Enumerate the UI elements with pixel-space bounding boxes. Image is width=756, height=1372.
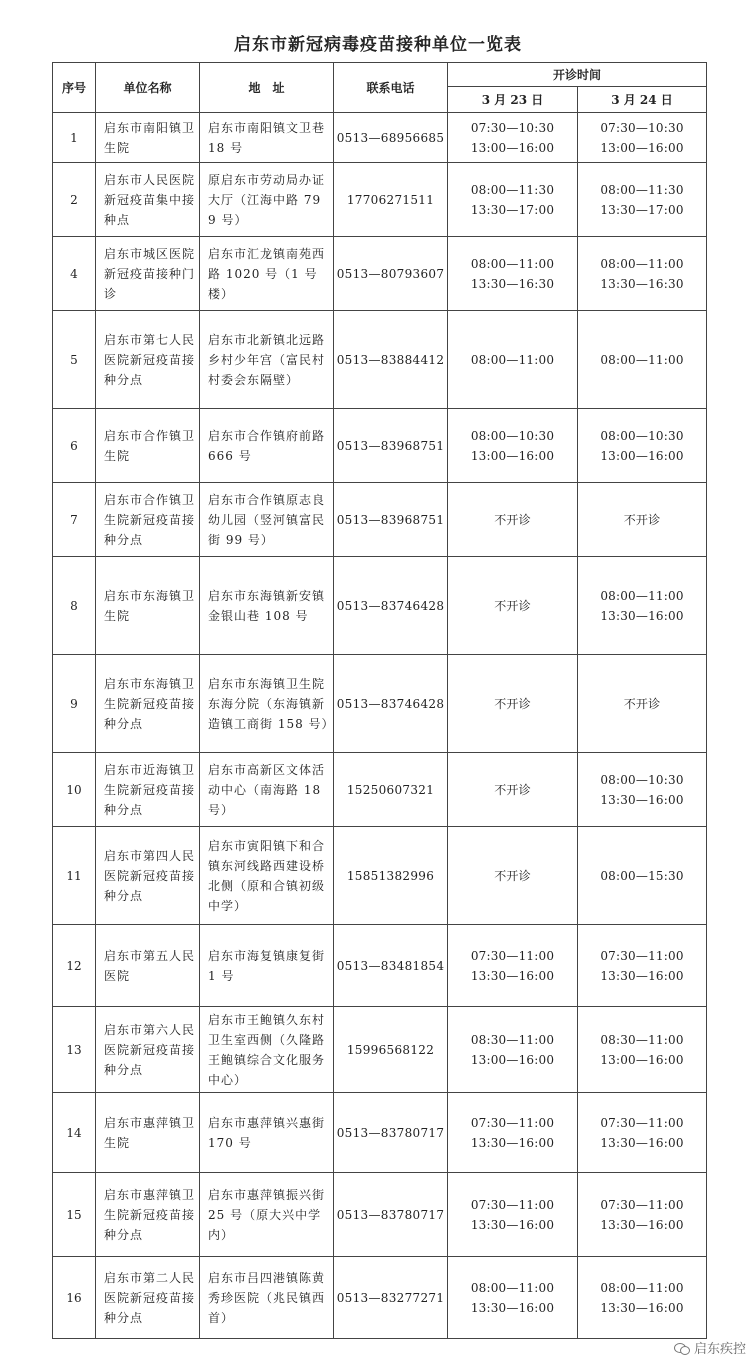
cell-day1: [448, 753, 578, 827]
cell-day2: [578, 409, 707, 483]
time-slot: 08:00—10:30: [600, 428, 684, 443]
time-slot: 不开诊: [494, 598, 531, 613]
table-row: [53, 1007, 707, 1093]
time-slot: 08:00—11:30: [600, 182, 684, 197]
time-slot: 07:30—11:00: [600, 1115, 684, 1130]
time-slot: 13:30—16:00: [470, 1217, 555, 1232]
header-hours: 开诊时间: [448, 63, 707, 87]
cell-unit: 启东市第六人民医院新冠疫苗接种分点: [96, 1007, 200, 1093]
cell-phone: 15250607321: [334, 753, 448, 827]
time-slot: 不开诊: [494, 512, 531, 527]
cell-seq: 7: [53, 483, 96, 557]
cell-seq: 14: [53, 1093, 96, 1173]
table-row: [53, 925, 707, 1007]
header-address: 地 址: [200, 63, 334, 113]
cell-day2: [578, 237, 707, 311]
cell-day2: [578, 1173, 707, 1257]
time-slot: 07:30—10:30: [470, 120, 555, 135]
cell-day2: [578, 163, 707, 237]
time-slot: 08:00—11:30: [470, 182, 555, 197]
cell-seq: 6: [53, 409, 96, 483]
table-row: [53, 753, 707, 827]
cell-day1: [448, 483, 578, 557]
time-slot: 不开诊: [494, 782, 531, 797]
time-slot: 13:30—16:30: [600, 276, 684, 291]
cell-day2: [578, 655, 707, 753]
cell-address: 启东市南阳镇文卫巷 18 号: [200, 113, 334, 163]
time-slot: 13:00—16:00: [470, 140, 555, 155]
cell-seq: 13: [53, 1007, 96, 1093]
time-slot: 13:30—16:00: [470, 1300, 555, 1315]
cell-address: 启东市东海镇卫生院东海分院（东海镇新造镇工商街 158 号）: [200, 655, 334, 753]
cell-address: 启东市惠萍镇振兴街 25 号（原大兴中学内）: [200, 1173, 334, 1257]
cell-day1: [448, 1173, 578, 1257]
time-slot: 13:30—17:00: [470, 202, 555, 217]
cell-seq: 15: [53, 1173, 96, 1257]
cell-unit: 启东市近海镇卫生院新冠疫苗接种分点: [96, 753, 200, 827]
cell-seq: 10: [53, 753, 96, 827]
cell-phone: 0513—83746428: [334, 557, 448, 655]
time-slot: 13:00—16:00: [600, 448, 684, 463]
table-row: [53, 655, 707, 753]
table-row: [53, 163, 707, 237]
table-row: [53, 827, 707, 925]
cell-address: 启东市北新镇北远路乡村少年宫（富民村村委会东隔壁）: [200, 311, 334, 409]
cell-address: 启东市合作镇府前路 666 号: [200, 409, 334, 483]
page-title: 启东市新冠病毒疫苗接种单位一览表: [234, 35, 522, 55]
watermark: [674, 1338, 746, 1357]
table-body: [53, 113, 707, 1339]
time-slot: 13:30—16:00: [600, 1135, 684, 1150]
cell-seq: 8: [53, 557, 96, 655]
time-slot: 07:30—11:00: [600, 1197, 684, 1212]
time-slot: 08:00—15:30: [600, 868, 684, 883]
wechat-icon: [674, 1342, 690, 1354]
watermark-text: 启东疾控: [693, 1342, 746, 1357]
table-row: [53, 113, 707, 163]
time-slot: 08:00—11:00: [600, 1280, 684, 1295]
time-slot: 13:00—16:00: [470, 1052, 555, 1067]
cell-address: 启东市海复镇康复街 1 号: [200, 925, 334, 1007]
cell-phone: 0513—83277271: [334, 1257, 448, 1339]
cell-address: 启东市东海镇新安镇金银山巷 108 号: [200, 557, 334, 655]
cell-day2: [578, 1007, 707, 1093]
vaccination-sites-table: [52, 62, 707, 1339]
time-slot: 13:30—16:00: [600, 1300, 684, 1315]
table-row: [53, 409, 707, 483]
cell-address: 启东市高新区文体活动中心（南海路 18 号）: [200, 753, 334, 827]
cell-unit: 启东市第七人民医院新冠疫苗接种分点: [96, 311, 200, 409]
cell-address: 启东市吕四港镇陈黄秀珍医院（兆民镇西首）: [200, 1257, 334, 1339]
time-slot: 08:00—11:00: [600, 256, 684, 271]
cell-day2: [578, 483, 707, 557]
header-day1: 3 月 23 日: [448, 87, 578, 113]
cell-unit: 启东市东海镇卫生院: [96, 557, 200, 655]
cell-phone: 0513—83481854: [334, 925, 448, 1007]
table-row: [53, 1257, 707, 1339]
header-day2: 3 月 24 日: [578, 87, 707, 113]
time-slot: 不开诊: [623, 696, 661, 711]
cell-day1: [448, 557, 578, 655]
cell-unit: 启东市城区医院新冠疫苗接种门诊: [96, 237, 200, 311]
cell-day2: [578, 1257, 707, 1339]
cell-unit: 启东市惠萍镇卫生院新冠疫苗接种分点: [96, 1173, 200, 1257]
table-row: [53, 1093, 707, 1173]
time-slot: 13:30—16:00: [600, 792, 684, 807]
time-slot: 13:30—16:00: [470, 968, 555, 983]
cell-unit: 启东市东海镇卫生院新冠疫苗接种分点: [96, 655, 200, 753]
cell-seq: 2: [53, 163, 96, 237]
time-slot: 07:30—11:00: [600, 948, 684, 963]
time-slot: 13:30—16:30: [470, 276, 555, 291]
cell-phone: 0513—83746428: [334, 655, 448, 753]
time-slot: 08:00—11:00: [470, 1280, 555, 1295]
cell-phone: 0513—83884412: [334, 311, 448, 409]
cell-seq: 4: [53, 237, 96, 311]
cell-day2: [578, 113, 707, 163]
header-unit: 单位名称: [96, 63, 200, 113]
time-slot: 08:00—11:00: [600, 352, 684, 367]
cell-phone: 0513—83780717: [334, 1173, 448, 1257]
cell-phone: 0513—80793607: [334, 237, 448, 311]
cell-day2: [578, 925, 707, 1007]
cell-unit: 启东市第五人民医院: [96, 925, 200, 1007]
cell-day1: [448, 311, 578, 409]
cell-day1: [448, 655, 578, 753]
cell-unit: 启东市惠萍镇卫生院: [96, 1093, 200, 1173]
time-slot: 不开诊: [494, 696, 531, 711]
cell-seq: 1: [53, 113, 96, 163]
time-slot: 08:30—11:00: [470, 1032, 555, 1047]
cell-day2: [578, 311, 707, 409]
cell-seq: 12: [53, 925, 96, 1007]
time-slot: 07:30—11:00: [470, 1197, 555, 1212]
cell-unit: 启东市合作镇卫生院新冠疫苗接种分点: [96, 483, 200, 557]
cell-phone: 0513—68956685: [334, 113, 448, 163]
time-slot: 13:30—16:00: [470, 1135, 555, 1150]
cell-seq: 16: [53, 1257, 96, 1339]
cell-day2: [578, 827, 707, 925]
time-slot: 08:00—11:00: [470, 256, 555, 271]
cell-address: 原启东市劳动局办证大厅（江海中路 799 号）: [200, 163, 334, 237]
time-slot: 13:30—17:00: [600, 202, 684, 217]
time-slot: 13:30—16:00: [600, 968, 684, 983]
cell-seq: 11: [53, 827, 96, 925]
cell-day1: [448, 827, 578, 925]
table-row: [53, 483, 707, 557]
time-slot: 13:00—16:00: [470, 448, 555, 463]
cell-phone: 15851382996: [334, 827, 448, 925]
cell-phone: 17706271511: [334, 163, 448, 237]
cell-day1: [448, 237, 578, 311]
time-slot: 07:30—11:00: [470, 948, 555, 963]
time-slot: 08:00—11:00: [600, 588, 684, 603]
table-row: [53, 557, 707, 655]
cell-phone: 0513—83968751: [334, 409, 448, 483]
time-slot: 不开诊: [494, 868, 531, 883]
cell-day1: [448, 1093, 578, 1173]
time-slot: 08:00—11:00: [470, 352, 555, 367]
cell-unit: 启东市合作镇卫生院: [96, 409, 200, 483]
cell-day1: [448, 1257, 578, 1339]
time-slot: 08:00—10:30: [470, 428, 555, 443]
table-row: [53, 311, 707, 409]
cell-day2: [578, 557, 707, 655]
table-row: [53, 237, 707, 311]
cell-day1: [448, 113, 578, 163]
time-slot: 07:30—10:30: [600, 120, 684, 135]
time-slot: 13:30—16:00: [600, 1217, 684, 1232]
time-slot: 07:30—11:00: [470, 1115, 555, 1130]
table-row: [53, 1173, 707, 1257]
cell-phone: 15996568122: [334, 1007, 448, 1093]
cell-day1: [448, 409, 578, 483]
cell-address: 启东市合作镇原志良幼儿园（竖河镇富民街 99 号）: [200, 483, 334, 557]
time-slot: 13:00—16:00: [600, 1052, 684, 1067]
cell-address: 启东市王鲍镇久东村卫生室西侧（久隆路王鲍镇综合文化服务中心）: [200, 1007, 334, 1093]
cell-unit: 启东市第二人民医院新冠疫苗接种分点: [96, 1257, 200, 1339]
cell-address: 启东市汇龙镇南苑西路 1020 号（1 号楼）: [200, 237, 334, 311]
header-phone: 联系电话: [334, 63, 448, 113]
cell-unit: 启东市南阳镇卫生院: [96, 113, 200, 163]
cell-day2: [578, 1093, 707, 1173]
time-slot: 13:30—16:00: [600, 608, 684, 623]
cell-address: 启东市寅阳镇下和合镇东河线路西建设桥北侧（原和合镇初级中学）: [200, 827, 334, 925]
time-slot: 08:30—11:00: [600, 1032, 684, 1047]
cell-phone: 0513—83780717: [334, 1093, 448, 1173]
cell-phone: 0513—83968751: [334, 483, 448, 557]
cell-unit: 启东市第四人民医院新冠疫苗接种分点: [96, 827, 200, 925]
time-slot: 13:00—16:00: [600, 140, 684, 155]
header-seq: 序号: [53, 63, 96, 113]
cell-unit: 启东市人民医院新冠疫苗集中接种点: [96, 163, 200, 237]
cell-day1: [448, 163, 578, 237]
cell-day1: [448, 1007, 578, 1093]
cell-address: 启东市惠萍镇兴惠街 170 号: [200, 1093, 334, 1173]
time-slot: 不开诊: [623, 512, 661, 527]
cell-day2: [578, 753, 707, 827]
cell-seq: 5: [53, 311, 96, 409]
time-slot: 08:00—10:30: [600, 772, 684, 787]
cell-day1: [448, 925, 578, 1007]
cell-seq: 9: [53, 655, 96, 753]
